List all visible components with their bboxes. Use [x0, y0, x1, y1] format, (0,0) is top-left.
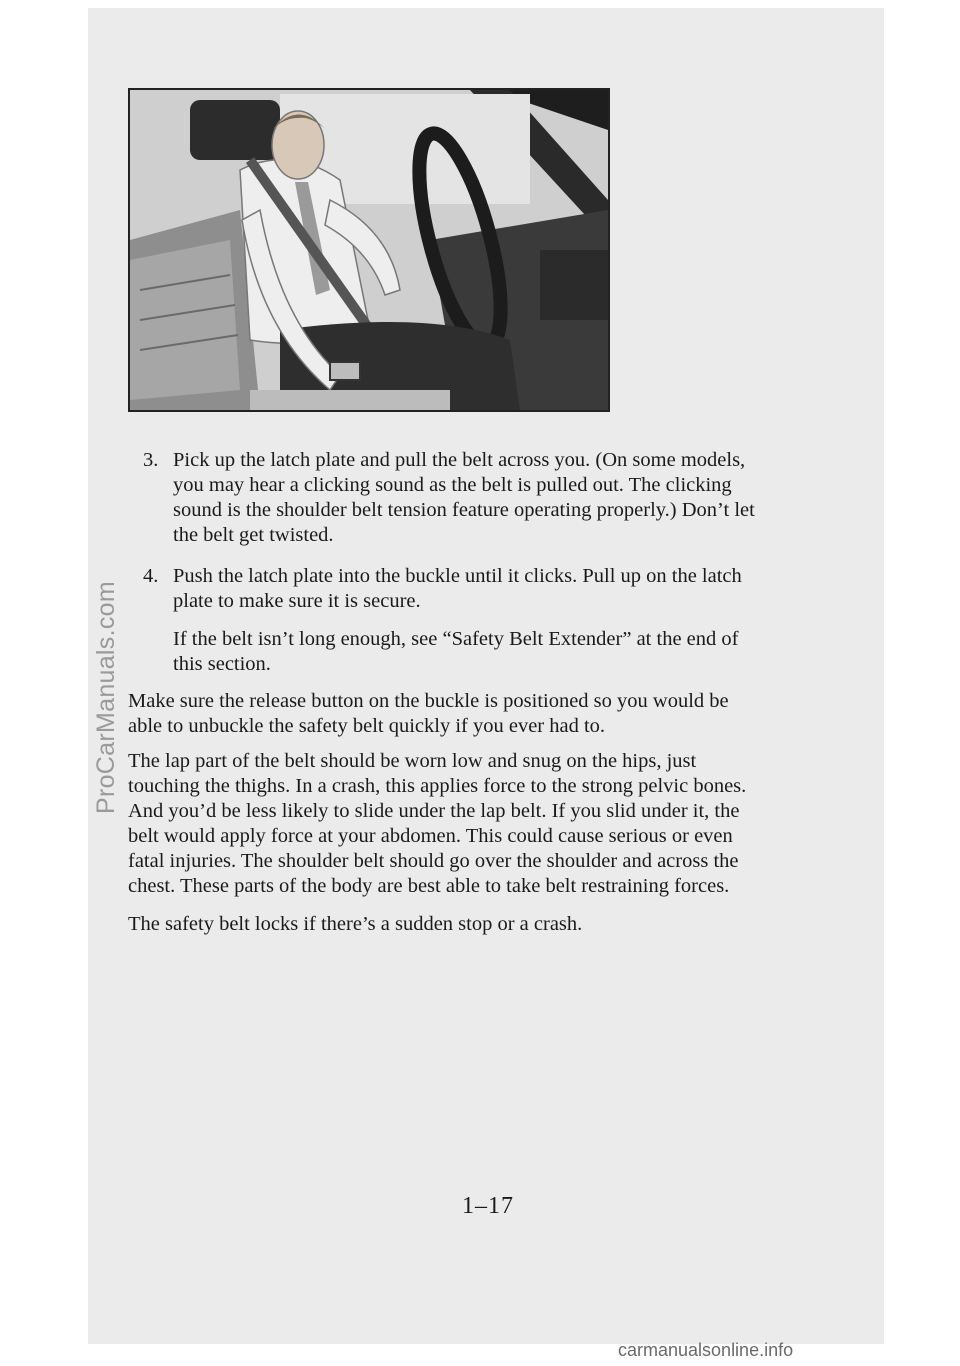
man-fastening-safety-belt-icon: [130, 90, 608, 410]
text-line: Make sure the release button on the buckle is positioned so you would be: [128, 690, 729, 712]
text-line: plate to make sure it is secure.: [173, 590, 421, 612]
step-number: 3.: [143, 449, 159, 471]
text-line: touching the thighs. In a crash, this applies force to the strong pelvic bones.: [128, 775, 747, 797]
text-line: fatal injuries. The shoulder belt should go over the shoulder and across the: [128, 850, 739, 872]
text-line: The lap part of the belt should be worn low and snug on the hips, just: [128, 750, 697, 772]
text-line: And you’d be less likely to slide under the lap belt. If you slid under it, the: [128, 800, 740, 822]
step-text: [173, 448, 853, 548]
text-line: Pick up the latch plate and pull the belt across you. (On some models,: [173, 449, 746, 471]
page-number: 1–17: [462, 1193, 514, 1219]
text-line: chest. These parts of the body are best able to take belt restraining forces.: [128, 875, 730, 897]
text-line: sound is the shoulder belt tension feature operating properly.) Don’t let: [173, 499, 755, 521]
text-line: Push the latch plate into the buckle until it clicks. Pull up on the latch: [173, 565, 742, 587]
text-line: this section.: [173, 653, 271, 675]
release-button-paragraph: [128, 689, 848, 739]
watermark-left: ProCarManuals.com: [92, 581, 120, 814]
belt-lock-paragraph: The safety belt locks if there’s a sudden stop or a crash.: [128, 913, 583, 935]
extender-note: [173, 627, 833, 677]
lap-belt-paragraph: [128, 749, 858, 899]
text-line: the belt get twisted.: [173, 524, 334, 546]
watermark-bottom: carmanualsonline.info: [618, 1340, 794, 1360]
text-line: If the belt isn’t long enough, see “Safety Belt Extender” at the end of: [173, 628, 739, 650]
step-text: [173, 564, 853, 614]
safety-belt-illustration: [128, 88, 610, 412]
text-line: you may hear a clicking sound as the belt is pulled out. The clicking: [173, 474, 732, 496]
text-line: able to unbuckle the safety belt quickly if you ever had to.: [128, 715, 606, 737]
text-line: belt would apply force at your abdomen. This could cause serious or even: [128, 825, 733, 847]
step-number: 4.: [143, 565, 159, 587]
